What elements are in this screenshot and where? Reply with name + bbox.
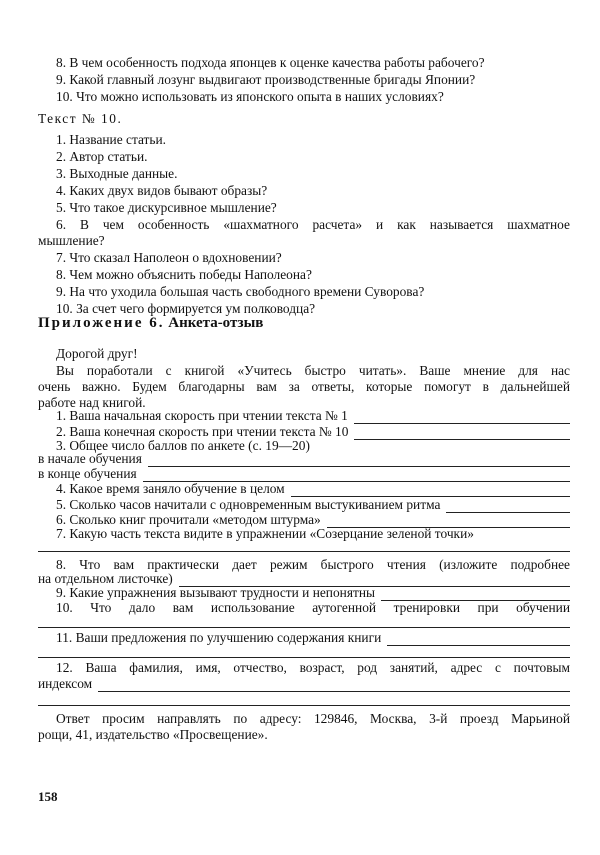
form-row-q1 bbox=[56, 408, 570, 424]
form-question: 4. Какое время заняло обучение в целом bbox=[56, 481, 285, 496]
section-title-name: Анкета-отзыв bbox=[168, 315, 264, 331]
list-item: 6. В чем особенность «шахматного расчета» и как называется шахматное bbox=[56, 217, 570, 232]
list-item-continuation: мышление? bbox=[38, 233, 105, 248]
list-item: 8. Чем можно объяснить победы Наполеона? bbox=[56, 267, 312, 282]
form-question: 2. Ваша конечная скорость при чтении текста № 10 bbox=[56, 424, 349, 439]
form-question: 11. Ваши предложения по улучшению содержания книги bbox=[56, 630, 382, 645]
form-question: 8. Что вам практически дает режим быстрого чтения (изложите подробнее bbox=[56, 557, 570, 572]
form-row-q9 bbox=[56, 585, 570, 601]
greeting: Дорогой друг! bbox=[56, 346, 138, 361]
list-item: 10. За счет чего формируется ум полководца? bbox=[56, 301, 316, 316]
answer-blank[interactable] bbox=[98, 680, 570, 692]
form-question: 5. Сколько часов начитали с одновременным выстукиванием ритма bbox=[56, 497, 441, 512]
list-item: 4. Каких двух видов бывают образы? bbox=[56, 183, 268, 198]
answer-blank[interactable] bbox=[38, 657, 570, 658]
page-number: 158 bbox=[38, 789, 58, 804]
intro-line: очень важно. Будем благодарны вам за ответы, которые помогут в дальнейшей bbox=[38, 379, 570, 394]
section-title bbox=[38, 313, 570, 333]
list-item: 5. Что такое дискурсивное мышление? bbox=[56, 200, 277, 215]
answer-blank[interactable] bbox=[38, 551, 570, 552]
section-title-label: Приложение 6. bbox=[38, 315, 165, 331]
text-heading: Текст № 10. bbox=[38, 111, 123, 126]
form-label: в начале обучения bbox=[38, 451, 142, 466]
list-item: 7. Что сказал Наполеон о вдохновении? bbox=[56, 250, 282, 265]
list-item: 9. На что уходила большая часть свободного времени Суворова? bbox=[56, 284, 425, 299]
question-line: 9. Какой главный лозунг выдвигают производственные бригады Японии? bbox=[56, 72, 476, 87]
form-question: 3. Общее число баллов по анкете (с. 19—20) bbox=[56, 438, 310, 453]
form-question: 7. Какую часть текста видите в упражнении «Созерцание зеленой точки» bbox=[56, 526, 474, 541]
list-item: 1. Название статьи. bbox=[56, 132, 167, 147]
form-row-q3-begin bbox=[38, 451, 570, 467]
intro-line: Вы поработали с книгой «Учитесь быстро читать». Ваше мнение для нас bbox=[56, 363, 570, 378]
form-row-q12 bbox=[38, 676, 570, 692]
question-line: 10. Что можно использовать из японского опыта в наших условиях? bbox=[56, 89, 444, 104]
form-question: 9. Какие упражнения вызывают трудности и непонятны bbox=[56, 585, 376, 600]
list-item: 3. Выходные данные. bbox=[56, 166, 178, 181]
answer-blank[interactable] bbox=[38, 705, 570, 706]
form-row-q5 bbox=[56, 497, 570, 513]
intro-line: работе над книгой. bbox=[38, 395, 146, 410]
answer-blank[interactable] bbox=[354, 412, 570, 424]
address-line: Ответ просим направлять по адресу: 129846, Москва, 3-й проезд Марьиной bbox=[56, 711, 570, 726]
form-row-q3-end bbox=[38, 466, 570, 482]
question-line: 8. В чем особенность подхода японцев к оценке качества работы рабочего? bbox=[56, 55, 485, 70]
address-line: рощи, 41, издательство «Просвещение». bbox=[38, 727, 268, 742]
answer-blank[interactable] bbox=[291, 485, 570, 497]
form-label: в конце обучения bbox=[38, 466, 137, 481]
form-question: 1. Ваша начальная скорость при чтении текста № 1 bbox=[56, 408, 348, 423]
form-question-continuation: индексом bbox=[38, 676, 93, 691]
form-row-q11 bbox=[56, 630, 570, 646]
form-question: 6. Сколько книг прочитали «методом штурма» bbox=[56, 512, 321, 527]
answer-blank[interactable] bbox=[387, 634, 570, 646]
list-item: 2. Автор статьи. bbox=[56, 149, 148, 164]
form-question-continuation: на отдельном листочке) bbox=[38, 571, 173, 586]
form-question: 10. Что дало вам использование аутогенной тренировки при обучении bbox=[56, 600, 570, 615]
form-row-q4 bbox=[56, 481, 570, 497]
answer-blank[interactable] bbox=[38, 627, 570, 628]
form-question: 12. Ваша фамилия, имя, отчество, возраст, род занятий, адрес с почтовым bbox=[56, 660, 570, 675]
